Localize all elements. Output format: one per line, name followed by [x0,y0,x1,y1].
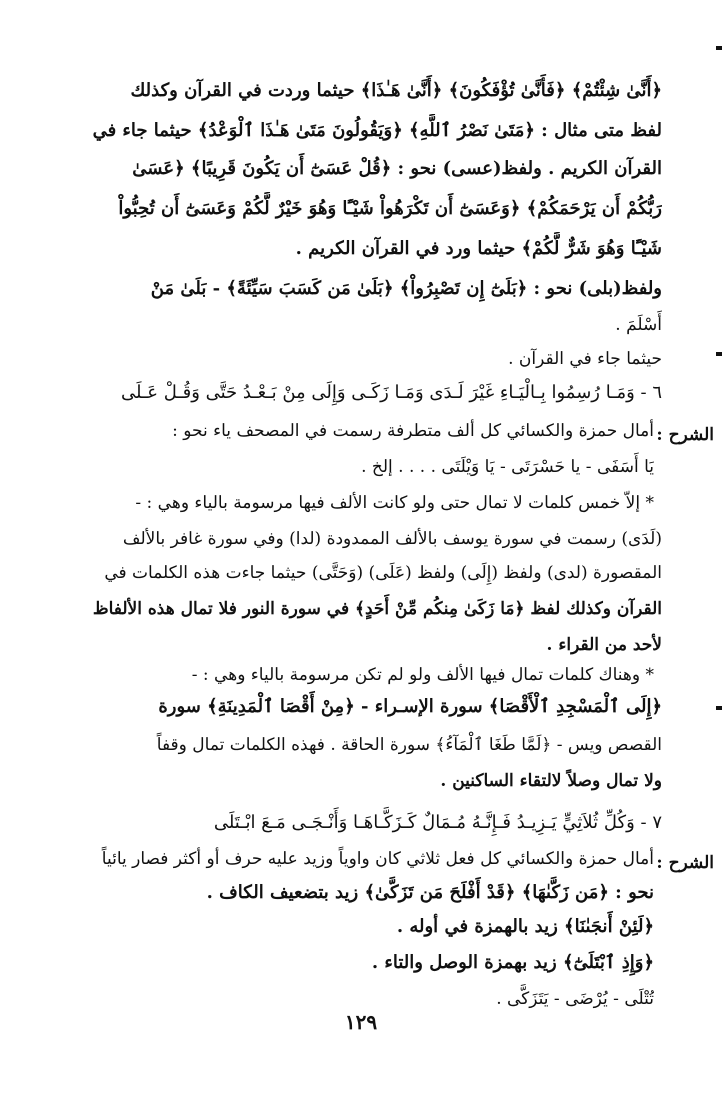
text-line-12: * إلاّ خمس كلمات لا تمال حتى ولو كانت الألف فيها مرسومة بالياء وهي : - [135,493,654,513]
sharh-label-2: الشرح : [656,853,714,873]
text-line-20: ولا تمال وصلاً لالتقاء الساكنين . [440,771,662,791]
text-line-18: ﴿إِلَى ٱلْمَسْجِدِ ٱلْأَقْصَا﴾ سورة الإسـراء - ﴿مِنْ أَقْصَا ٱلْمَدِينَةِ﴾ سورة [158,696,662,717]
text-line-19: القصص ويس - ﴿لَمَّا طَغَا ٱلْمَآءُ﴾ سورة الحاقة . فهذه الكلمات تمال وقفاً [156,735,662,755]
text-line-8: حيثما جاء في القرآن . [508,349,662,369]
text-line-11: يَا أَسَفَى - يا حَسْرَتَى - يَا وَيْلَتَى . . . . إلخ . [361,457,654,477]
margin-mark [716,706,722,710]
text-line-16: لأحد من القراء . [546,635,662,655]
text-line-14: المقصورة (لدى) ولفظ (إِلَى) ولفظ (عَلَى) (وَحَتَّى) حيثما جاءت هذه الكلمات في [104,563,662,583]
text-line-26: تُتْلَى - يُرْضَى - يَتَزَكَّى . [496,989,654,1009]
margin-mark [716,352,722,356]
text-line-22: أمال حمزة والكسائي كل فعل ثلاثي كان واوياً وزيد عليه حرف أو أكثر فصار يائياً [101,849,654,869]
text-line-7: أَسْلَمَ . [615,315,662,335]
margin-mark [716,46,722,50]
text-line-17: * وهناك كلمات تمال فيها الألف ولو لم تكن مرسومة بالياء وهي : - [191,665,654,685]
text-line-23: نحو : ﴿مَن زَكَّىٰهَا﴾ ﴿قَدْ أَفْلَحَ مَن تَزَكَّىٰ﴾ زيد بتضعيف الكاف . [206,882,654,903]
sharh-label-1: الشرح : [656,425,714,445]
text-line-10: أمال حمزة والكسائي كل ألف متطرفة رسمت في المصحف ياء نحو : [172,421,654,441]
text-line-15: القرآن وكذلك لفظ ﴿مَا زَكَىٰ مِنكُم مِّنْ أَحَدٍ﴾ في سورة النور فلا تمال هذه الألفاظ [92,599,662,619]
verse-7: ٧ - وَكُلِّ ثُلاَثِيٍّ يَـزِيـدُ فَـإِنَّـهُ مُـمَالٌ كَـزَكَّـاهَـا وَأَنْـجَـى مَـعَ ابْـتَلَى [213,812,662,833]
text-line-25: ﴿وَإِذِ ٱبْتَلَىٰٓ﴾ زيد بهمزة الوصل والتاء . [371,952,654,973]
text-line-5: شَيْـًٔا وَهُوَ شَرٌّ لَّكُمْ﴾ حيثما ورد في القرآن الكريم . [295,238,662,259]
verse-6: ٦ - وَمَـا رُسِمُوا بِـالْيَـاءِ غَيْرَ لَـدَى وَمَـا زَكَـى وَإِلَى مِنْ بَـعْـدُ حَتَّى وَقُـلْ عَـلَى [121,382,662,403]
text-line-24: ﴿لَئِنْ أَنجَىٰنَا﴾ زيد بالهمزة في أوله . [396,916,654,937]
text-line-3: القرآن الكريم . ولفظ(عسى) نحو : ﴿قُلْ عَسَىٰٓ أَن يَكُونَ قَرِيبًا﴾ ﴿عَسَىٰ [132,158,662,179]
page-number: ١٢٩ [344,1010,378,1034]
text-line-2: لفظ متى مثال : ﴿مَتَىٰ نَصْرُ ٱللَّهِ﴾ ﴿وَيَقُولُونَ مَتَىٰ هَـٰذَا ٱلْوَعْدُ﴾ حيثما جاء في [92,120,662,141]
text-line-13: (لَدَى) رسمت في سورة يوسف بالألف الممدودة (لدا) وفي سورة غافر بالألف [122,529,662,549]
text-line-4: رَبُّكُمْ أَن يَرْحَمَكُمْ﴾ ﴿وَعَسَىٰٓ أَن تَكْرَهُواْ شَيْـًٔا وَهُوَ خَيْرٌ لَّكُمْ وَعَسَىٰٓ أَن تُحِبُّواْ [118,198,662,219]
text-line-1: ﴿أَنَّىٰ شِئْتُمْ﴾ ﴿فَأَنَّىٰ تُؤْفَكُونَ﴾ ﴿أَنَّىٰ هَـٰذَا﴾ حيثما وردت في القرآن وكذلك [130,80,662,101]
text-line-6: ولفظ(بلى) نحو : ﴿بَلَىٰٓ إِن تَصْبِرُواْ﴾ ﴿بَلَىٰ مَن كَسَبَ سَيِّئَةً﴾ - بَلَىٰ مَنْ [150,278,662,299]
